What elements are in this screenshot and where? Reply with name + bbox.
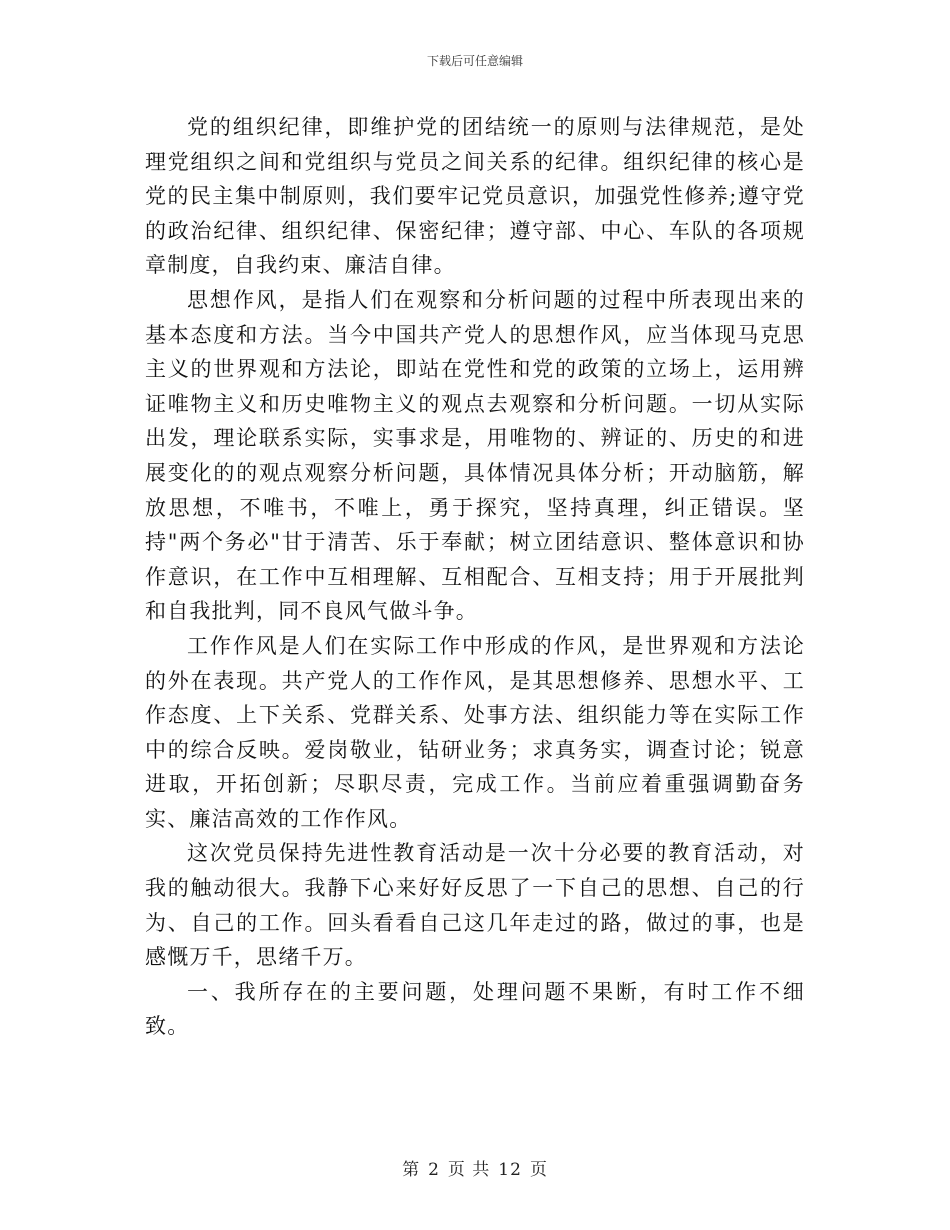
footer-suffix: 页: [529, 1160, 548, 1180]
footer-page-number: 2: [428, 1160, 440, 1180]
footer-total-pages: 12: [498, 1160, 522, 1180]
paragraph-organizational-discipline: 党的组织纪律，即维护党的团结统一的原则与法律规范，是处理党组织之间和党组织与党员之间关系的纪律。组织纪律的核心是党的民主集中制原则，我们要牢记党员意识，加强党性修养;遵守党的政治纪律、组织纪律、保密纪律；遵守部、中心、车队的各项规章制度，自我约束、廉洁自律。: [145, 115, 805, 278]
page-header: 下载后可任意编辑: [426, 54, 523, 68]
document-body: [145, 110, 805, 1044]
paragraph-education-activity: 这次党员保持先进性教育活动是一次十分必要的教育活动，对我的触动很大。我静下心来好好反思了一下自己的思想、自己的行为、自己的工作。回头看看自己这几年走过的路，做过的事，也是感慨万千，思绪千万。: [145, 841, 805, 970]
page-footer: [0, 1155, 950, 1180]
footer-prefix: 第: [402, 1160, 421, 1180]
paragraph-ideological-style: 思想作风，是指人们在观察和分析问题的过程中所表现出来的基本态度和方法。当今中国共产党人的思想作风，应当体现马克思主义的世界观和方法论，即站在党性和党的政策的立场上，运用辨证唯物主义和历史唯物主义的观点去观察和分析问题。一切从实际出发，理论联系实际，实事求是，用唯物的、辨证的、历史的和进展变化的的观点观察分析问题，具体情况具体分析；开动脑筋，解放思想，不唯书，不唯上，勇于探究，坚持真理，纠正错误。坚持"两个务必"甘于清苦、乐于奉献；树立团结意识、整体意识和协作意识，在工作中互相理解、互相配合、互相支持；用于开展批判和自我批判，同不良风气做斗争。: [145, 287, 805, 624]
paragraph-work-style: 工作作风是人们在实际工作中形成的作风，是世界观和方法论的外在表现。共产党人的工作作风，是其思想修养、思想水平、工作态度、上下关系、党群关系、处事方法、组织能力等在实际工作中的综合反映。爱岗敬业，钻研业务；求真务实，调查讨论；锐意进取，开拓创新；尽职尽责，完成工作。当前应着重强调勤奋务实、廉洁高效的工作作风。: [145, 633, 805, 831]
footer-middle: 页 共: [447, 1160, 491, 1180]
paragraph-main-problems: 一、我所存在的主要问题，处理问题不果断，有时工作不细致。: [145, 979, 805, 1039]
